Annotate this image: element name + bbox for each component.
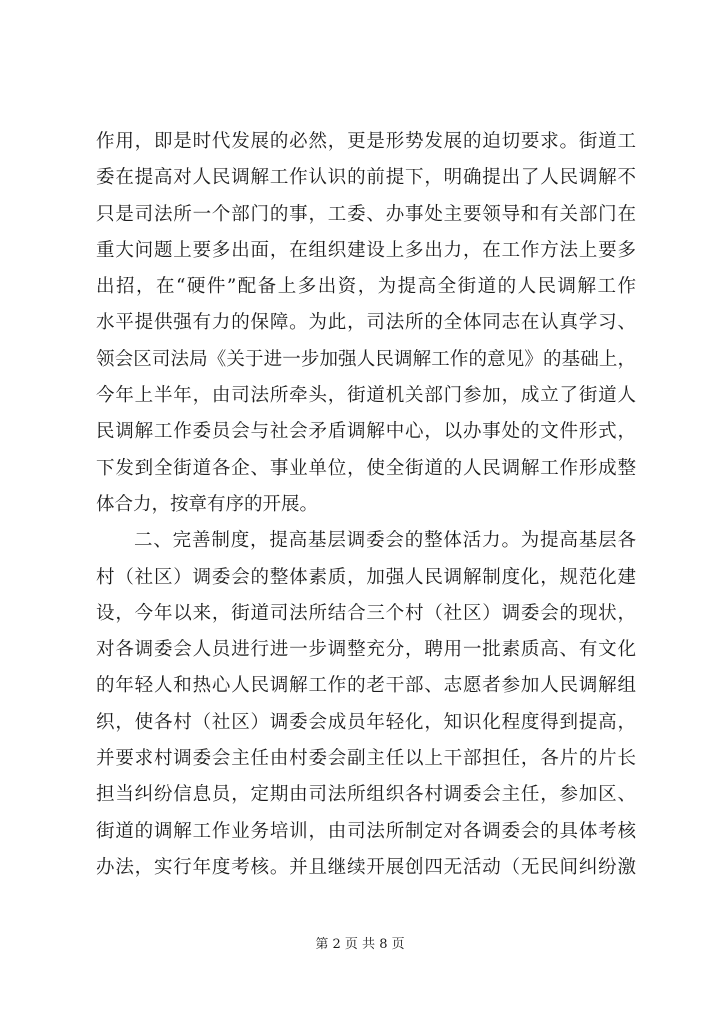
text-line: 体合力，按章有序的开展。 (96, 493, 319, 515)
text-line: 村（社区）调委会的整体素质，加强人民调解制度化，规范化建 (96, 566, 636, 588)
text-line: 对各调委会人员进行进一步调整充分，聘用一批素质高、有文化 (96, 639, 636, 661)
text-line: 的年轻人和热心人民调解工作的老干部、志愿者参加人民调解组 (96, 675, 636, 697)
text-line: 重大问题上要多出面，在组织建设上多出力，在工作方法上要多 (96, 239, 636, 261)
text-line: 今年上半年，由司法所牵头，街道机关部门参加，成立了街道人 (96, 385, 636, 407)
text-line: 领会区司法局《关于进一步加强人民调解工作的意见》的基础上， (96, 348, 636, 370)
text-line: 只是司法所一个部门的事，工委、办事处主要领导和有关部门在 (96, 203, 636, 225)
text-line: 并要求村调委会主任由村委会副主任以上干部担任，各片的片长 (96, 748, 636, 770)
text-line: 水平提供强有力的保障。为此，司法所的全体同志在认真学习、 (96, 312, 636, 334)
body-text (96, 124, 636, 886)
text-line: 作用，即是时代发展的必然，更是形势发展的迫切要求。街道工 (96, 131, 636, 152)
page-number-footer: 第 2 页 共 8 页 (315, 937, 405, 952)
text-line: 织，使各村（社区）调委会成员年轻化，知识化程度得到提高， (96, 711, 636, 733)
text-line: 设，今年以来，街道司法所结合三个村（社区）调委会的现状， (96, 602, 636, 624)
text-line: 下发到全街道各企、事业单位，使全街道的人民调解工作形成整 (96, 457, 636, 479)
text-line: 办法，实行年度考核。并且继续开展创四无活动（无民间纠纷激 (96, 856, 636, 878)
text-line: 民调解工作委员会与社会矛盾调解中心，以办事处的文件形式， (96, 421, 636, 443)
text-line: 担当纠纷信息员，定期由司法所组织各村调委会主任，参加区、 (96, 784, 636, 806)
section-heading-line: 二、完善制度，提高基层调委会的整体活力。为提高基层各 (134, 530, 636, 552)
text-line: 街道的调解工作业务培训，由司法所制定对各调委会的具体考核 (96, 820, 636, 842)
text-line: 出招，在“硬件”配备上多出资，为提高全街道的人民调解工作 (96, 276, 636, 298)
text-line: 委在提高对人民调解工作认识的前提下，明确提出了人民调解不 (96, 167, 636, 189)
